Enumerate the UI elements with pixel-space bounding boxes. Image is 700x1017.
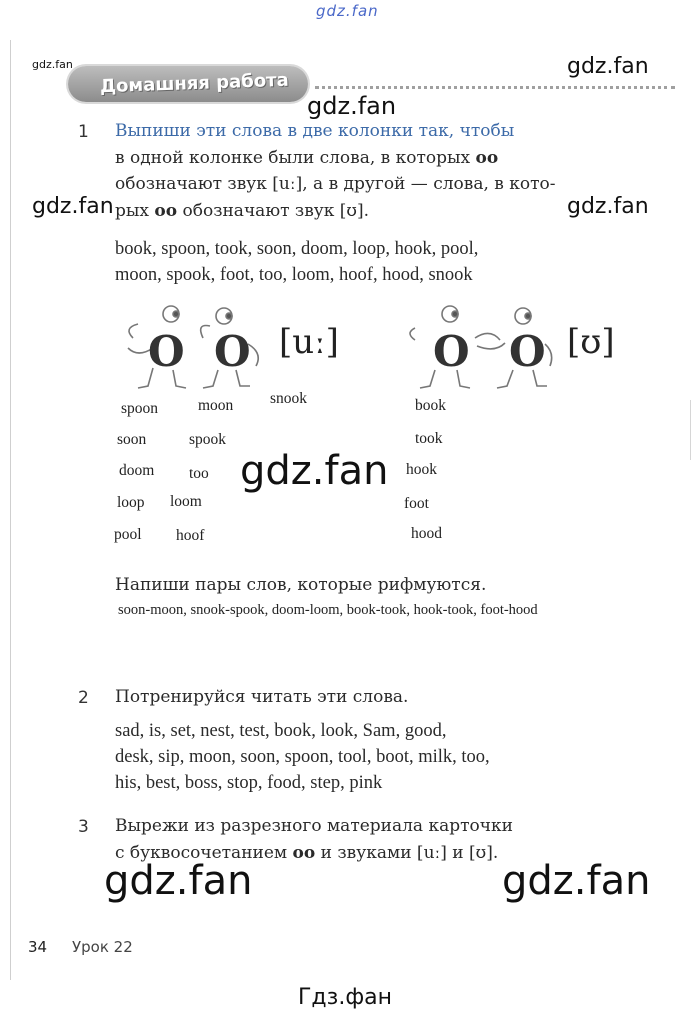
watermark: gdz.fan [307,92,397,120]
letter-o: O [509,327,546,376]
o-characters-illustration-short [405,298,555,390]
phoneme-long-label: [uː] [279,322,339,362]
answer-word: hood [411,525,442,542]
task2-instructions: Потренируйся читать эти слова. [115,687,409,707]
watermark: gdz.fan [32,194,114,219]
task1-line2: в одной колонке были слова, в которых oo [115,147,499,168]
page-edge-line [690,400,691,460]
o-characters-illustration-long [118,298,268,390]
task-number: 2 [78,688,89,708]
lesson-label: Урок 22 [72,938,133,956]
page-margin-line [10,40,11,980]
watermark-small: gdz.fan [32,58,73,71]
letter-o: O [214,327,251,376]
watermark: gdz.fan [567,194,649,219]
answer-word: pool [114,526,142,543]
watermark-large: gdz.fan [240,448,389,494]
answer-word: book [415,397,446,414]
watermark-large: gdz.fan [502,858,651,904]
answer-word: hook [406,461,437,478]
task2-word-list: sad, is, set, nest, test, book, look, Sam, good, desk, sip, moon, soon, spoon, tool, boot, milk, too, his, best, boss, stop, food, step, pink [115,721,490,793]
rhyme-answer: soon-moon, snook-spook, doom-loom, book-took, hook-took, foot-hood [118,602,538,618]
answer-word: spoon [121,400,159,417]
answer-word: foot [404,495,429,512]
watermark: gdz.fan [567,54,649,79]
answer-word: too [189,465,209,482]
watermark-large: gdz.fan [104,858,253,904]
answer-word: snook [270,390,308,407]
homework-title: Домашняя работа [99,69,290,98]
task1-line4: рых oo обозначают звук [ʊ]. [115,200,370,221]
letter-o: O [148,327,185,376]
page-number: 34 [28,938,48,956]
answer-word: loom [170,493,202,510]
task1-word-list: book, spoon, took, soon, doom, loop, hook, pool, moon, spook, foot, too, loom, hoof, hood, snook [115,239,479,285]
phoneme-short-label: [ʊ] [567,322,615,362]
answer-word: moon [198,397,234,414]
task-number: 1 [78,122,89,142]
header-divider [315,86,675,89]
answer-word: doom [119,462,155,479]
answer-word: loop [117,494,145,511]
answer-word: soon [117,431,147,448]
rhyme-prompt: Напиши пары слов, которые рифмуются. [115,575,487,595]
watermark-bottom: Гдз.фан [298,985,392,1010]
watermark-top: gdz.fan [316,2,379,20]
answer-word: hoof [176,527,205,544]
task1-line3: обозначают звук [uː], а в другой — слова, в кото- [115,174,556,194]
letter-o: O [433,327,470,376]
task-number: 3 [78,817,89,837]
answer-word: took [415,430,443,447]
task1-instructions [115,118,655,224]
answer-word: spook [189,431,227,448]
task1-line1: Выпиши эти слова в две колонки так, чтобы [115,121,515,141]
task3-instructions: Вырежи из разрезного материала карточки с буквосочетанием oo и звуками [uː] и [ʊ]. [115,816,513,863]
